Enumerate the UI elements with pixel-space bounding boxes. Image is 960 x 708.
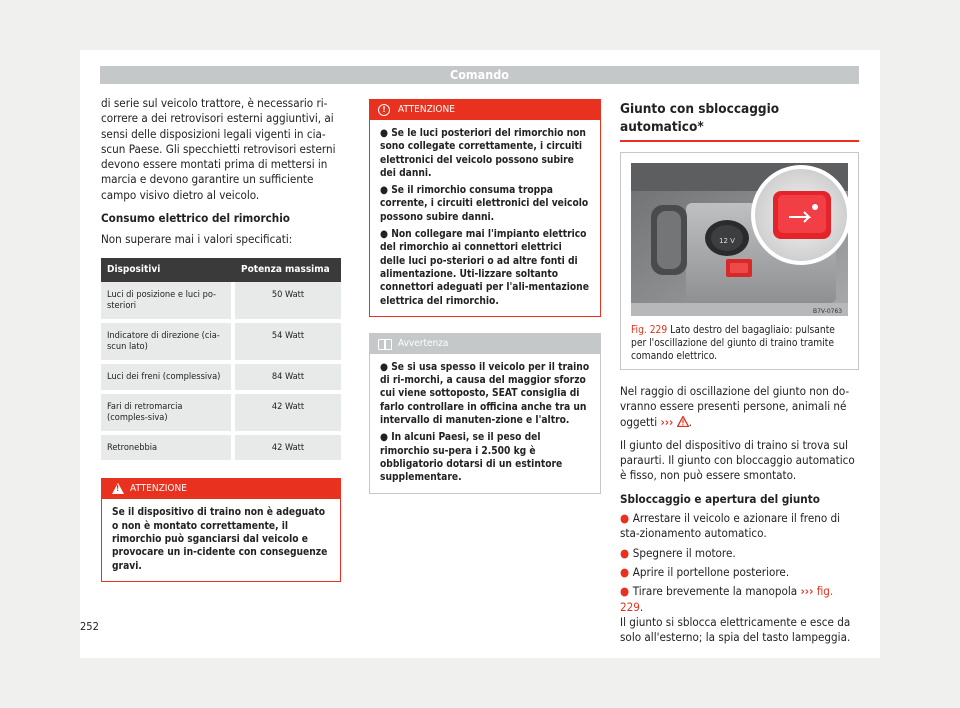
list-item: ● Se si usa spesso il veicolo per il traino di ri-morchi, a causa del maggior sforzo cui viene sottoposto, SEAT consiglia di farlo controllare in officina anche tra un intervallo di manuten-zione e l'altro. xyxy=(380,361,590,427)
subheading-sbloccaggio: Sbloccaggio e apertura del giunto xyxy=(620,491,820,506)
ref-arrow: ››› xyxy=(660,414,674,429)
warning-text: Se il dispositivo di traino non è adeguato o non è montato correttamente, il rimorchio può sganciarsi dal veicolo e provocare un in-cidente con conseguenze gravi. xyxy=(112,507,328,572)
table-header: Dispositivi xyxy=(101,258,231,282)
paragraph-2: Il giunto del dispositivo di traino si trova sul paraurti. Il giunto con bloccaggio automatico è fisso, non può essere smontato. xyxy=(620,437,855,483)
list-item: ● Spegnere il motore. xyxy=(620,545,736,560)
lead-text: Non superare mai i valori specificati: xyxy=(101,232,293,247)
power-table xyxy=(101,258,341,465)
table-row xyxy=(101,323,341,364)
list-item: ● In alcuni Paesi, se il peso del rimorchio su-pera i 2.500 kg è obbligatorio dotarsi di un estintore supplementare. xyxy=(380,432,563,484)
table-cell: Fari di retromarcia (comples-siva) xyxy=(101,394,231,435)
subheading-consumo: Consumo elettrico del rimorchio xyxy=(101,211,290,226)
trunk-photo-illustration xyxy=(631,163,848,316)
section-title: Giunto con sbloccaggio automatico* xyxy=(620,100,859,142)
note-header xyxy=(370,334,600,354)
table-cell: 84 Watt xyxy=(231,364,341,394)
list-item: ● Aprire il portellone posteriore. xyxy=(620,564,790,579)
table-cell: Luci dei freni (complessiva) xyxy=(101,364,231,394)
socket-label: 12 V xyxy=(719,237,735,245)
warning-box xyxy=(369,99,601,317)
figure-link[interactable]: fig. 229 xyxy=(620,584,834,614)
warning-body xyxy=(370,120,600,316)
table-row xyxy=(101,282,341,323)
column-1 xyxy=(101,96,341,582)
warning-triangle-icon xyxy=(112,483,124,494)
table-cell: Retronebbia xyxy=(101,435,231,465)
note-body xyxy=(370,354,600,493)
list-item: ● Non collegare mai l'impianto elettrico del rimorchio ai connettori elettrici delle luci po-steriori o ad altre fonti di alimentazione. Uti-lizzare soltanto connettori adeguati per l'ali-mentazione elettrica del rimorchio. xyxy=(380,229,589,307)
table-cell: 42 Watt xyxy=(231,394,341,435)
caption-text: Lato destro del bagagliaio: pulsante per l'oscillazione del giunto di traino tramite comando elettrico. xyxy=(631,325,835,362)
intro-paragraph: di serie sul veicolo trattore, è necessario ri-correre a dei retrovisori esterni aggiuntivi, ai sensi delle disposizioni legali vigenti in cia-scun Paese. Gli specchietti retrovisori esterni devono essere montati prima di mettersi in marcia e devono garantire un sufficiente campo visivo dietro al veicolo. xyxy=(101,96,336,202)
page-header: Comando xyxy=(100,66,859,84)
note-title: Avvertenza xyxy=(398,337,449,349)
warning-header xyxy=(102,479,340,499)
table-cell: 50 Watt xyxy=(231,282,341,323)
table-header: Potenza massima xyxy=(231,258,341,282)
photo-code: B7V-0763 xyxy=(813,308,843,315)
table-row xyxy=(101,435,341,465)
table-cell: 54 Watt xyxy=(231,323,341,364)
book-icon xyxy=(378,339,392,350)
warning-title: ATTENZIONE xyxy=(398,104,455,115)
paragraph-1: Nel raggio di oscillazione del giunto non do-vranno essere presenti persone, animali né oggetti ››› . xyxy=(620,384,850,429)
warning-box xyxy=(101,478,341,581)
list-item: ● Tirare brevemente la manopola ››› fig. 229. Il giunto si sblocca elettricamente e esce da solo all'esterno; la spia del tasto lampeggia. xyxy=(620,584,851,645)
list-item: ● Se il rimorchio consuma troppa corrente, i circuiti elettronici del veicolo possono subire danni. xyxy=(380,185,589,223)
warning-title: ATTENZIONE xyxy=(130,483,187,495)
figure-label: Fig. 229 xyxy=(631,325,668,336)
figure-box xyxy=(620,152,859,370)
table-cell: Luci di posizione e luci po-steriori xyxy=(101,282,231,323)
column-3 xyxy=(620,100,859,645)
table-header-row xyxy=(101,258,341,282)
table-row xyxy=(101,364,341,394)
trunk-photo xyxy=(631,163,848,316)
list-item: ● Se le luci posteriori del rimorchio non sono collegate correttamente, i circuiti elettronici del veicolo possono subire dei danni. xyxy=(380,128,586,179)
warning-triangle-icon xyxy=(677,416,689,427)
table-cell: Indicatore di direzione (cia-scun lato) xyxy=(101,323,231,364)
figure-caption xyxy=(631,324,848,363)
table-row xyxy=(101,394,341,435)
column-2 xyxy=(369,99,601,494)
list-item: ● Arrestare il veicolo e azionare il freno di sta-zionamento automatico. xyxy=(620,511,841,541)
exclamation-circle-icon: ! xyxy=(378,104,390,116)
page-number: 252 xyxy=(80,620,99,633)
ref-arrow: ››› xyxy=(800,584,814,599)
warning-header xyxy=(370,100,600,120)
table-cell: 42 Watt xyxy=(231,435,341,465)
note-box xyxy=(369,333,601,494)
